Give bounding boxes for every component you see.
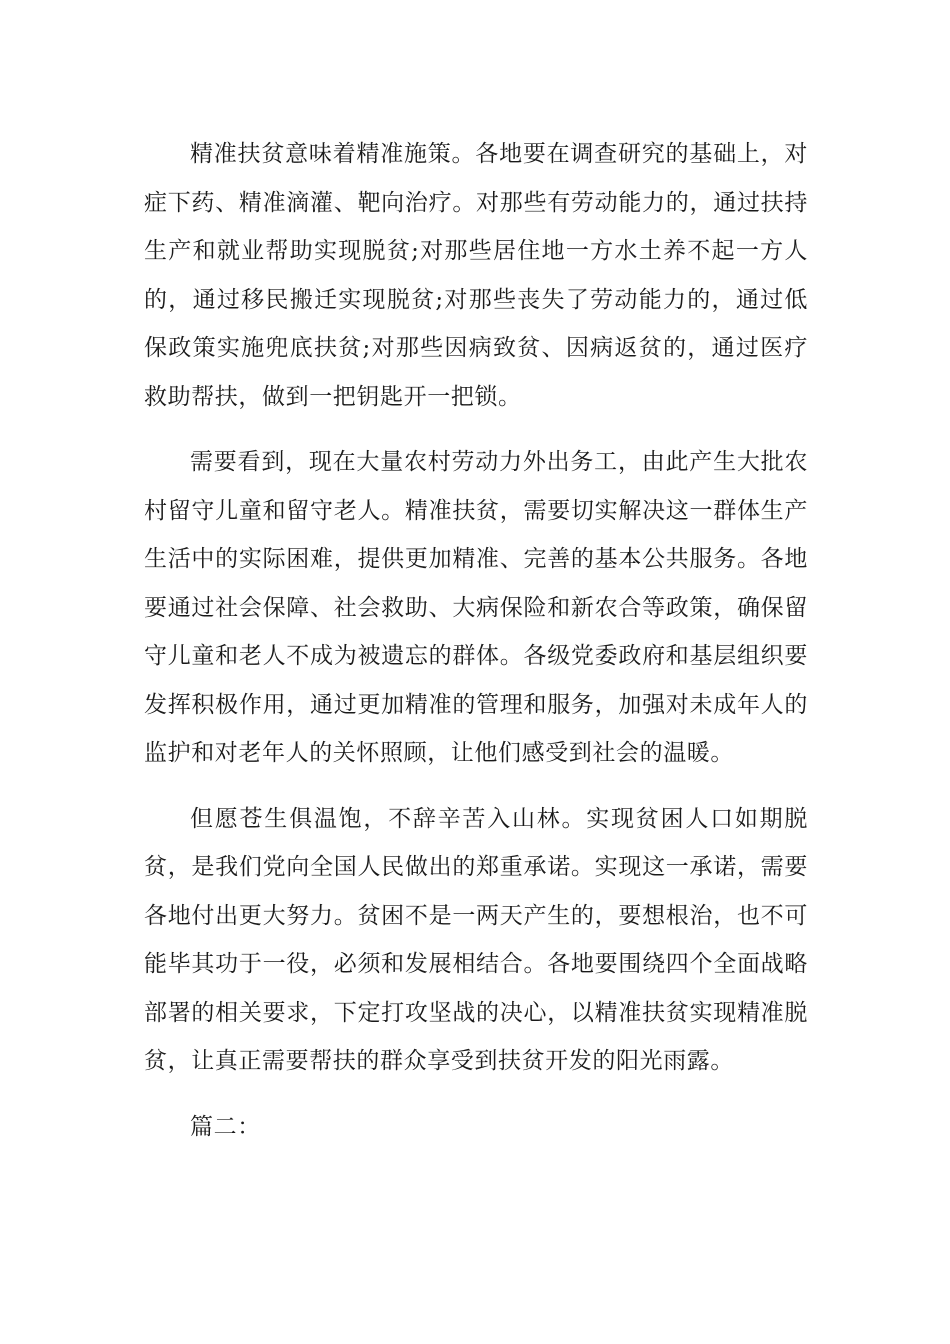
section-heading: 篇二： <box>190 1113 261 1140</box>
paragraph-3: 但愿苍生俱温饱，不辞辛苦入山林。实现贫困人口如期脱贫，是我们党向全国人民做出的郑重承诺。实现这一承诺，需要各地付出更大努力。贫困不是一两天产生的，要想根治，也不可能毕其功于一役，必须和发展相结合。各地要围绕四个全面战略部署的相关要求，下定打攻坚战的决心，以精准扶贫实现精准脱贫，让真正需要帮扶的群众享受到扶贫开发的阳光雨露。 <box>144 805 808 1074</box>
document-body <box>144 130 808 1151</box>
paragraph-2: 需要看到，现在大量农村劳动力外出务工，由此产生大批农村留守儿童和留守老人。精准扶贫，需要切实解决这一群体生产生活中的实际困难，提供更加精准、完善的基本公共服务。各地要通过社会保障、社会救助、大病保险和新农合等政策，确保留守儿童和老人不成为被遗忘的群体。各级党委政府和基层组织要发挥积极作用，通过更加精准的管理和服务，加强对未成年人的监护和对老年人的关怀照顾，让他们感受到社会的温暖。 <box>144 449 808 766</box>
paragraph-1: 精准扶贫意味着精准施策。各地要在调查研究的基础上，对症下药、精准滴灌、靶向治疗。对那些有劳动能力的，通过扶持生产和就业帮助实现脱贫;对那些居住地一方水土养不起一方人的，通过移民搬迁实现脱贫;对那些丧失了劳动能力的，通过低保政策实施兜底扶贫;对那些因病致贫、因病返贫的，通过医疗救助帮扶，做到一把钥匙开一把锁。 <box>144 141 808 410</box>
